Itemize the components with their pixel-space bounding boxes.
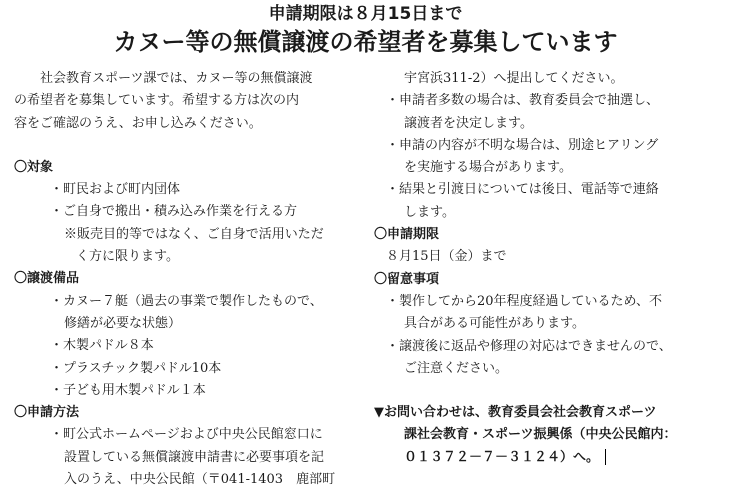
- method-heading: 〇申請方法: [14, 405, 80, 421]
- item-kids-paddle: ・子ども用木製パドル１本: [50, 382, 206, 398]
- right-column: [374, 68, 719, 469]
- notes-item: ・製作してから20年程度経過しているため、不: [386, 293, 663, 309]
- item-canoe: 修繕が必要な状態）: [64, 315, 182, 331]
- notes-item: ・譲渡後に返品や修理の対応はできませんので、: [386, 338, 672, 354]
- items-heading: 〇譲渡備品: [14, 271, 80, 287]
- hearing-note: を実施する場合があります。: [404, 160, 572, 176]
- contact-line: ▼お問い合わせは、教育委員会社会教育スポーツ: [374, 405, 657, 421]
- lottery-note: ・申請者多数の場合は、教育委員会で抽選し、: [386, 93, 660, 109]
- contact-phone-text: ０１３７２－７－３１２４）へ。: [404, 449, 600, 465]
- left-column: [14, 68, 364, 491]
- target-note: ※販売目的等ではなく、ご自身で活用いただ: [64, 226, 324, 242]
- intro-line: の希望者を募集しています。希望する方は次の内: [14, 93, 299, 109]
- period-value: ８月15日（金）まで: [386, 249, 507, 265]
- notes-item: 具合がある可能性があります。: [404, 316, 585, 332]
- contact-phone: [374, 447, 719, 469]
- hearing-note: ・申請の内容が不明な場合は、別途ヒアリング: [386, 137, 659, 153]
- page-title: カヌー等の無償譲渡の希望者を募集しています: [113, 28, 618, 56]
- result-note: します。: [404, 204, 455, 220]
- intro-line: 社会教育スポーツ課では、カヌー等の無償譲渡: [40, 71, 313, 86]
- period-heading: 〇申請期限: [374, 227, 440, 243]
- contact-line: 課社会教育・スポーツ振興係（中央公民館内：: [404, 427, 677, 443]
- notes-item: ご注意ください。: [404, 360, 509, 376]
- method-line: 設置している無償譲渡申請書に必要事項を記: [64, 449, 325, 465]
- lottery-note: 譲渡者を決定します。: [404, 115, 533, 131]
- text-cursor: [605, 449, 606, 465]
- target-heading: 〇対象: [14, 159, 54, 175]
- method-line: 入のうえ、中央公民館（〒041-1403 鹿部町: [64, 472, 336, 488]
- method-line: ・町公式ホームページおよび中央公民館窓口に: [50, 427, 323, 443]
- target-item: ・町民および町内団体: [50, 182, 181, 198]
- method-line: 宇宮浜311-2）へ提出してください。: [404, 71, 624, 86]
- item-plastic-paddle: ・プラスチック製パドル10本: [50, 360, 222, 376]
- target-note: く方に限ります。: [76, 249, 179, 265]
- result-note: ・結果と引渡日については後日、電話等で連絡: [386, 182, 659, 198]
- deadline-heading: 申請期限は８月15日まで: [268, 4, 463, 24]
- intro-line: 容をご確認のうえ、お申し込みください。: [14, 115, 262, 131]
- target-item: ・ご自身で搬出・積み込み作業を行える方: [50, 204, 298, 220]
- item-wooden-paddle: ・木製パドル８本: [50, 338, 154, 354]
- notes-heading: 〇留意事項: [374, 271, 440, 287]
- item-canoe: ・カヌー７艇（過去の事業で製作したもので、: [50, 293, 323, 309]
